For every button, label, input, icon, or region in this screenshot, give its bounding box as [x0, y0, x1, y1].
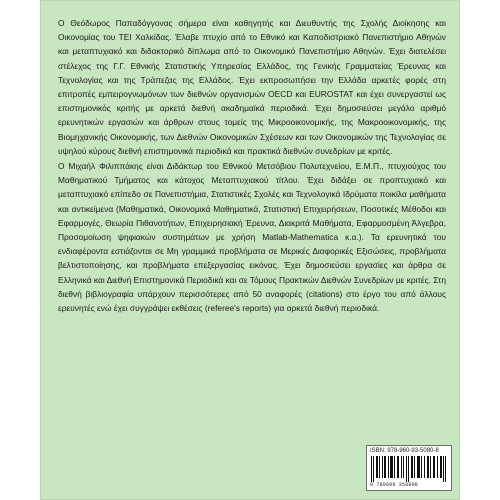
author-bio-filippakis: Ο Μιχαήλ Φιλιππάκης είναι Διδάκτωρ του Εθνικού Μετσόβιου Πολυτεχνείου, Ε.Μ.Π., πτυχιούχος του Μαθηματικού Τμήματος και κάτοχος Μεταπτυχιακού τίτλου. Έχει διδάξει σε προπτυχιακό και μεταπτυχιακό επίπεδο σε Πανεπιστήμια, Στατιστικές Σχολές και Τεχνολογικά Ιδρύματα ποικίλα μαθήματα και αντικείμενα (Μαθηματικά, Οικονομικά Μαθηματικά, Στατιστική Επιχειρήσεων, Ποσοτικές Μέθοδοι και Εφαρμογές, Θεωρία Πιθανοτήτων, Επιχειρησιακή Έρευνα, Διακριτά Μαθήματα, Εφαρμοσμένη Άλγεβρα, Προσομοίωση ψηφιακών συστημάτων με χρήση Matlab-Mathematica κ.α.). Τα ερευνητικά του ενδιαφέροντα εστιάζονται σε Μη γραμμικά προβλήματα σε Μερικές Διαφορικές Εξισώσεις, προβλήματα βελτιστοποίησης, και προβλήματα επεξεργασίας εικόνας. Έχει δημοσιεύσει εργασίες και άρθρα σε Ελληνικά και Διεθνή Επιστημονικά Περιοδικά και σε Τόμους Πρακτικών Διεθνών Συνεδρίων με κριτές. Στη διεθνή βιβλιογραφία υπάρχουν περισσότερες από 50 αναφορές (citations) στο έργο του από άλλους ερευνητές ενώ έχει συγγράψει εκθέσεις (referee's reports) για αρκετά διεθνή περιοδικά. [58, 161, 447, 314]
biography-text [58, 16, 446, 315]
author-bio-papadogonas: Ο Θεόδωρος Παπαδόγγονας σήμερα είναι καθηγητής και Διευθυντής της Σχολής Διοίκησης και Οικονομίας του ΤΕΙ Χαλκίδας. Έλαβε πτυχίο από το Εθνικό και Καποδιστριακό Πανεπιστήμιο Αθηνών και μεταπτυχιακό και διδακτορικό δίπλωμα από το Οικονομικό Πανεπιστήμιο Αθηνών. Έχει διατελέσει στέλεχος της Γ.Γ. Εθνικής Στατιστικής Υπηρεσίας Ελλάδος, της Γενικής Γραμματείας Έρευνας και Τεχνολογίας και της Τράπεζας της Ελλάδος. Έχει εκπροσωπήσει την Ελλάδα αρκετές φορές στη επιτροπές εμπειρογνωμόνων των διεθνών οργανισμών OECD και EUROSTAT και έχει συνεργαστεί ως επιστημονικός κριτής με αρκετά διεθνή ακαδημαϊκά περιοδικά. Έχει δημοσιεύσει μεγάλο αριθμό ερευνητικών εργασιών και άρθρων στους τομείς της Μικροοικονομικής, της Μακροοικονομικής, της Βιομηχανικής Οικονομικής, των Διεθνών Οικονομικών Σχέσεων και των Οικονομικών της Τεχνολογίας σε υψηλού κύρους διεθνή επιστημονικά περιοδικά και πρακτικά διεθνών συνεδρίων με κριτές. [58, 18, 446, 156]
barcode-digits: 9 789609 350808 [370, 482, 419, 488]
isbn-barcode-block [366, 445, 452, 491]
isbn-label: ISBN: 978-960-93-5080-8 [370, 448, 439, 454]
barcode-icon [370, 456, 448, 482]
